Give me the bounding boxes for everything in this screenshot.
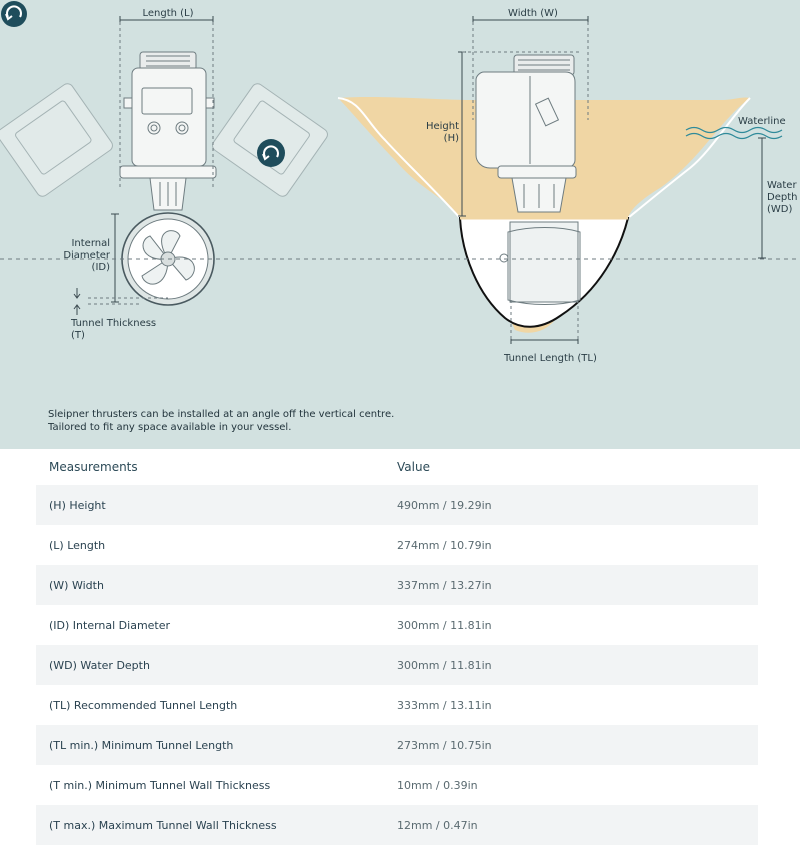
measurement-value: 300mm / 11.81in [397,618,492,632]
table-row [36,725,758,765]
measurement-value: 12mm / 0.47in [397,818,478,832]
width-label: Width (W) [508,8,558,19]
note-line-2: Tailored to fit any space available in your vessel. [48,422,292,433]
table-row [36,605,758,645]
measurement-label: (L) Length [49,538,106,552]
table-row [36,765,758,805]
measurement-value: 333mm / 13.11in [397,698,492,712]
measurements-table [36,449,758,845]
measurement-value: 274mm / 10.79in [397,538,492,552]
measurement-value: 300mm / 11.81in [397,658,492,672]
table-row [36,525,758,565]
note-line-1: Sleipner thrusters can be installed at an angle off the vertical centre. [48,409,395,420]
measurement-label: (T min.) Minimum Tunnel Wall Thickness [49,778,271,792]
tunnel-length-label: Tunnel Length (TL) [504,353,597,364]
measurement-value: 490mm / 19.29in [397,498,492,512]
rotate-icon [257,139,285,167]
measurement-label: (WD) Water Depth [49,658,150,672]
height-label: Height (H) [425,121,459,144]
table-row [36,565,758,605]
header-value: Value [397,460,430,474]
measurement-label: (ID) Internal Diameter [49,618,171,632]
internal-diameter-label: Internal Diameter (ID) [63,238,110,273]
waterline-label: Waterline [738,116,786,127]
header-measurements: Measurements [49,460,138,474]
tilted-motor-left [0,81,115,198]
table-row [36,485,758,525]
measurement-value: 337mm / 13.27in [397,578,492,592]
rotate-angle-icon [0,0,28,28]
length-label: Length (L) [142,8,194,19]
measurement-value: 10mm / 0.39in [397,778,478,792]
installation-note [48,408,394,434]
table-row [36,805,758,845]
table-row [36,645,758,685]
measurement-label: (TL min.) Minimum Tunnel Length [49,738,234,752]
table-row [36,685,758,725]
table-header [36,449,758,485]
water-depth-label: Water Depth (WD) [767,180,798,215]
measurement-label: (W) Width [49,578,104,592]
measurement-label: (T max.) Maximum Tunnel Wall Thickness [49,818,277,832]
measurement-value: 273mm / 10.75in [397,738,492,752]
measurement-label: (H) Height [49,498,106,512]
measurement-label: (TL) Recommended Tunnel Length [49,698,238,712]
tunnel-thickness-label: Tunnel Thickness (T) [71,318,157,341]
